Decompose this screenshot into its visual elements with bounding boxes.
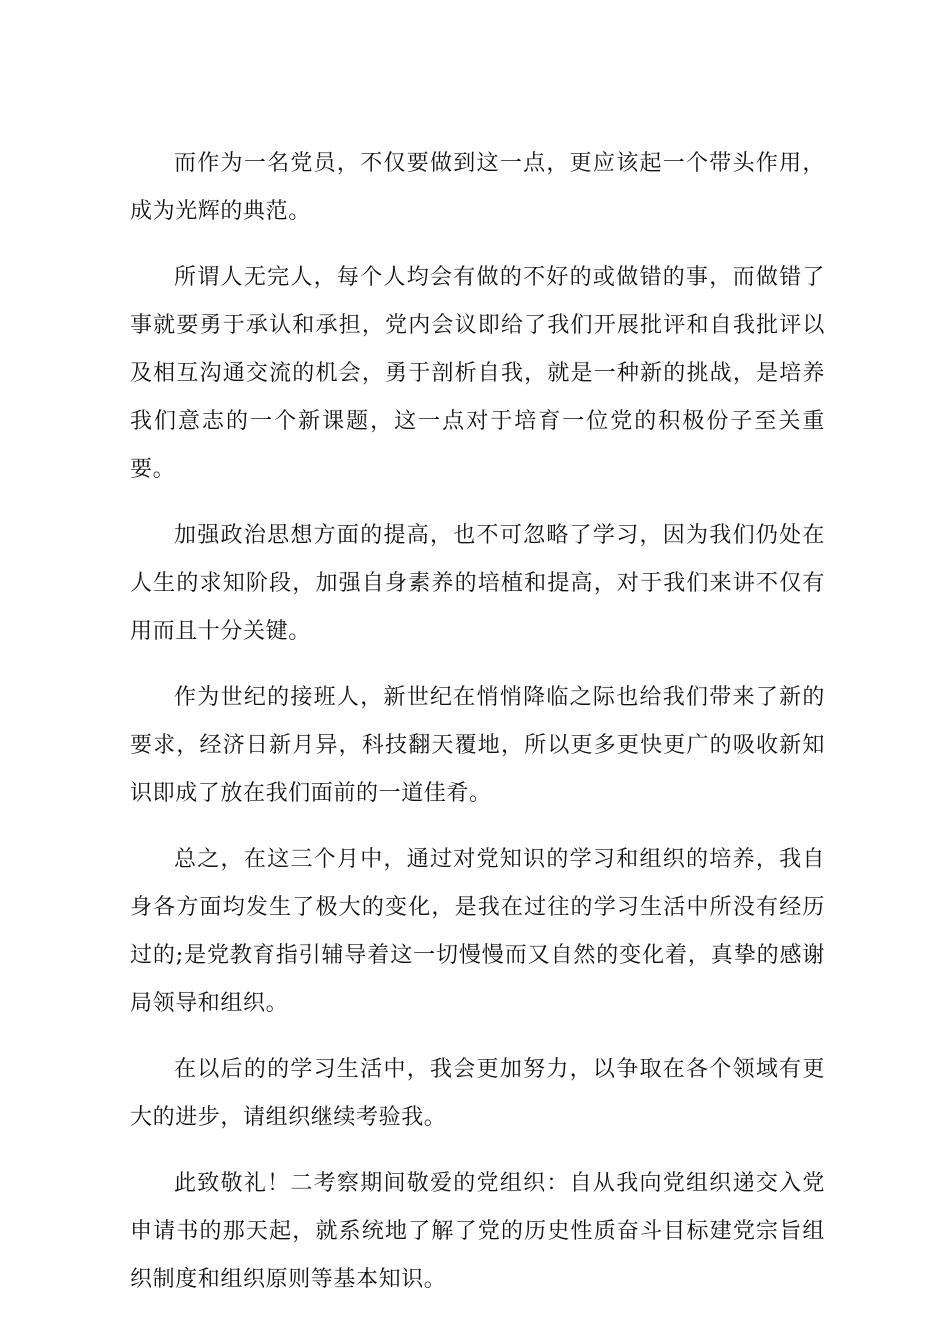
paragraph-6: 在以后的的学习生活中，我会更加努力，以争取在各个领域有更大的进步，请组织继续考验我。	[130, 1057, 825, 1130]
document-body	[130, 140, 825, 1322]
paragraph-4: 作为世纪的接班人，新世纪在悄悄降临之际也给我们带来了新的要求，经济日新月异，科技翻天覆地，所以更多更快更广的吸收新知识即成了放在我们面前的一道佳肴。	[130, 685, 825, 806]
paragraph-1: 而作为一名党员，不仅要做到这一点，更应该起一个带头作用，成为光辉的典范。	[130, 151, 825, 224]
paragraph-2: 所谓人无完人，每个人均会有做的不好的或做错的事，而做错了事就要勇于承认和承担，党内会议即给了我们开展批评和自我批评以及相互沟通交流的机会，勇于剖析自我，就是一种新的挑战，是培养我们意志的一个新课题，这一点对于培育一位党的积极份子至关重要。	[130, 265, 825, 482]
paragraph-3: 加强政治思想方面的提高，也不可忽略了学习，因为我们仍处在人生的求知阶段，加强自身素养的培植和提高，对于我们来讲不仅有用而且十分关键。	[130, 523, 825, 644]
paragraph-5: 总之，在这三个月中，通过对党知识的学习和组织的培养，我自身各方面均发生了极大的变化，是我在过往的学习生活中所没有经历过的;是党教育指引辅导着这一切慢慢而又自然的变化着，真挚的感谢局领导和组织。	[130, 847, 825, 1016]
paragraph-7: 此致敬礼！二考察期间敬爱的党组织：自从我向党组织递交入党申请书的那天起，就系统地了解了党的历史性质奋斗目标建党宗旨组织制度和组织原则等基本知识。	[130, 1171, 825, 1292]
